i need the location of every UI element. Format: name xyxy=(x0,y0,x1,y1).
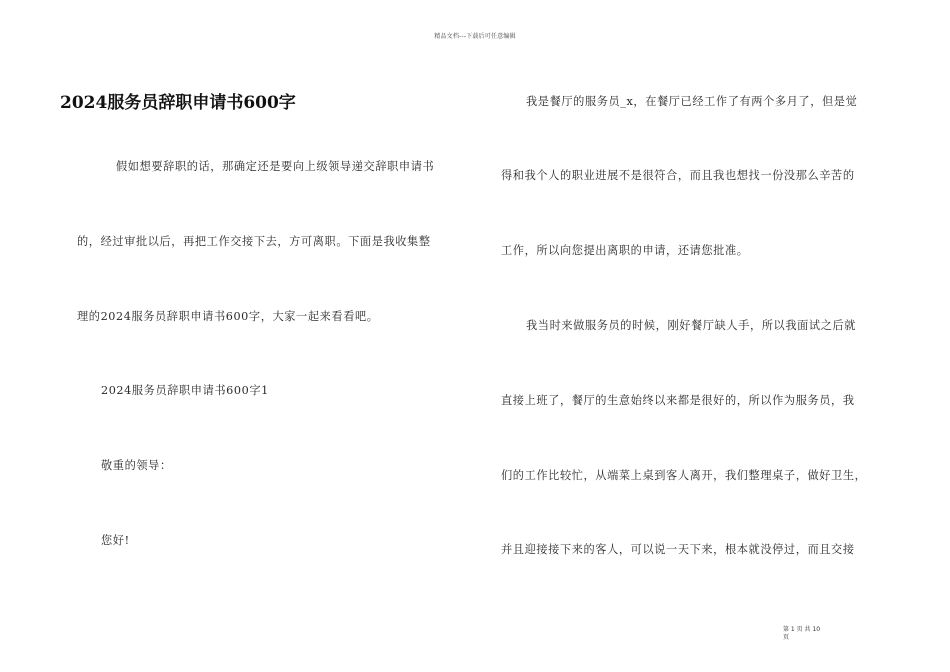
document-title: 2024服务员辞职申请书600字 xyxy=(60,93,296,113)
left-paragraph-line: 假如想要辞职的话，那确定还是要向上级领导递交辞职申请书 xyxy=(116,160,435,173)
right-paragraph-line: 们的工作比较忙，从端菜上桌到客人离开，我们整理桌子，做好卫生， xyxy=(501,469,867,482)
subheading: 2024服务员辞职申请书600字1 xyxy=(101,384,269,397)
salutation: 敬重的领导： xyxy=(101,459,172,472)
greeting: 您好! xyxy=(101,534,130,547)
page-number xyxy=(783,626,843,642)
right-paragraph-line: 我当时来做服务员的时候，刚好餐厅缺人手，所以我面试之后就 xyxy=(526,319,857,332)
left-paragraph-line: 的，经过审批以后，再把工作交接下去，方可离职。下面是我收集整 xyxy=(77,235,431,248)
page-number-line: 页 xyxy=(783,634,790,641)
left-paragraph-line: 理的2024服务员辞职申请书600字，大家一起来看看吧。 xyxy=(77,310,379,323)
page-number-line: 第 1 页 共 10 xyxy=(783,626,821,633)
right-paragraph-line: 我是餐厅的服务员_x，在餐厅已经工作了有两个多月了，但是觉 xyxy=(526,95,858,108)
right-paragraph-line: 得和我个人的职业进展不是很符合，而且我也想找一份没那么辛苦的 xyxy=(501,169,855,182)
right-paragraph-line: 工作，所以向您提出离职的申请，还请您批准。 xyxy=(501,244,749,257)
header-note: 精品文档---下载后可任意编辑 xyxy=(434,33,516,40)
right-paragraph-line: 直接上班了，餐厅的生意始终以来都是很好的，所以作为服务员，我 xyxy=(501,394,855,407)
right-paragraph-line: 并且迎接接下来的客人，可以说一天下来，根本就没停过，而且交接 xyxy=(501,543,855,556)
